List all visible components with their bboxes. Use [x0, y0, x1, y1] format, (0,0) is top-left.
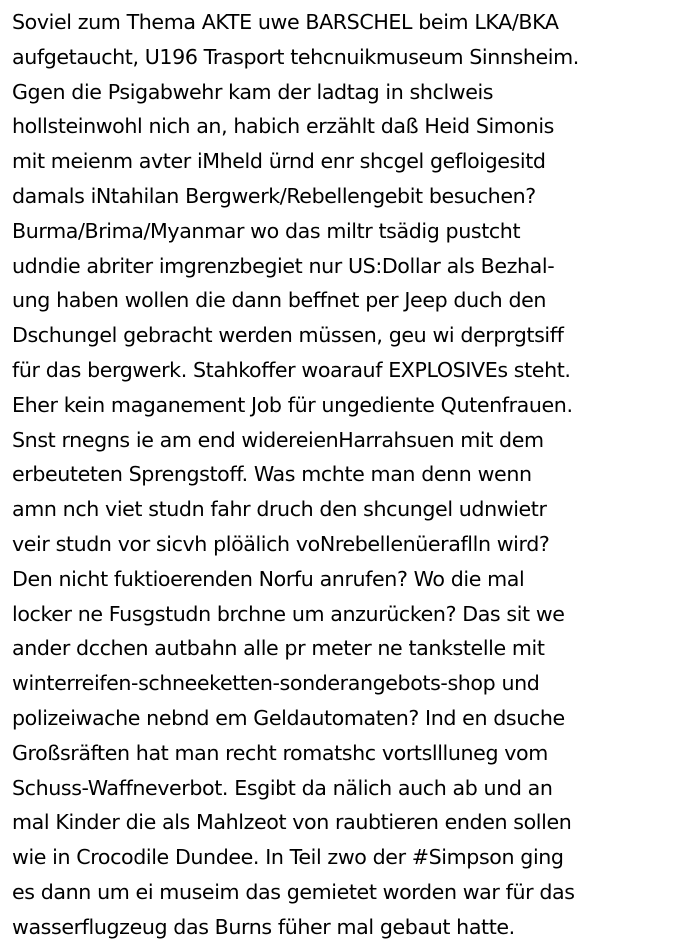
- text-line: es dann um ei museim das gemietet worden war für das: [12, 879, 575, 904]
- body-text: [12, 5, 678, 945]
- text-line: Burma/Brima/Myanmar wo das miltr tsädig pustcht: [12, 218, 521, 243]
- text-line: mit meienm avter iMheld ürnd enr shcgel gefloigesitd: [12, 149, 546, 174]
- text-line: udndie abriter imgrenzbegiet nur US:Dollar als Bezhal-: [12, 253, 555, 278]
- text-line: Ggen die Psigabwehr kam der ladtag in shclweis: [12, 79, 494, 104]
- text-line: wasserflugzeug das Burns füher mal gebaut hatte.: [12, 914, 515, 939]
- text-line: mal Kinder die als Mahlzeot von raubtieren enden sollen: [12, 810, 572, 835]
- text-line: ung haben wollen die dann beffnet per Jeep duch den: [12, 288, 547, 313]
- text-line: veir studn vor sicvh plöälich voNrebellenüeraflln wird?: [12, 531, 550, 556]
- text-line: Eher kein maganement Job für ungediente Qutenfrauen.: [12, 392, 573, 417]
- text-line: ander dcchen autbahn alle pr meter ne tankstelle mit: [12, 636, 545, 661]
- text-line: aufgetaucht, U196 Trasport tehcnuikmuseum Sinnsheim.: [12, 44, 579, 69]
- text-line: Den nicht fuktioerenden Norfu anrufen? Wo die mal: [12, 566, 525, 591]
- text-line: hollsteinwohl nich an, habich erzählt daß Heid Simonis: [12, 114, 554, 139]
- text-line: Großsräften hat man recht romatshc vortsllluneg vom: [12, 740, 548, 765]
- text-line: Snst rnegns ie am end widereienHarrahsuen mit dem: [12, 427, 544, 452]
- text-line: wie in Crocodile Dundee. In Teil zwo der #Simpson ging: [12, 845, 564, 870]
- text-line: Schuss-Waffneverbot. Esgibt da nälich auch ab und an: [12, 775, 553, 800]
- text-line: winterreifen-schneeketten-sonderangebots-shop und: [12, 671, 540, 696]
- text-line: für das bergwerk. Stahkoffer woarauf EXPLOSIVEs steht.: [12, 357, 571, 382]
- text-line: erbeuteten Sprengstoff. Was mchte man denn wenn: [12, 462, 532, 487]
- text-line: amn nch viet studn fahr druch den shcungel udnwietr: [12, 497, 547, 522]
- text-line: polizeiwache nebnd em Geldautomaten? Ind en dsuche: [12, 705, 565, 730]
- text-line: damals iNtahilan Bergwerk/Rebellengebit besuchen?: [12, 183, 536, 208]
- text-line: Soviel zum Thema AKTE uwe BARSCHEL beim LKA/BKA: [12, 10, 559, 34]
- text-line: Dschungel gebracht werden müssen, geu wi derprgtsiff: [12, 323, 564, 348]
- text-line: locker ne Fusgstudn brchne um anzurücken? Das sit we: [12, 601, 565, 626]
